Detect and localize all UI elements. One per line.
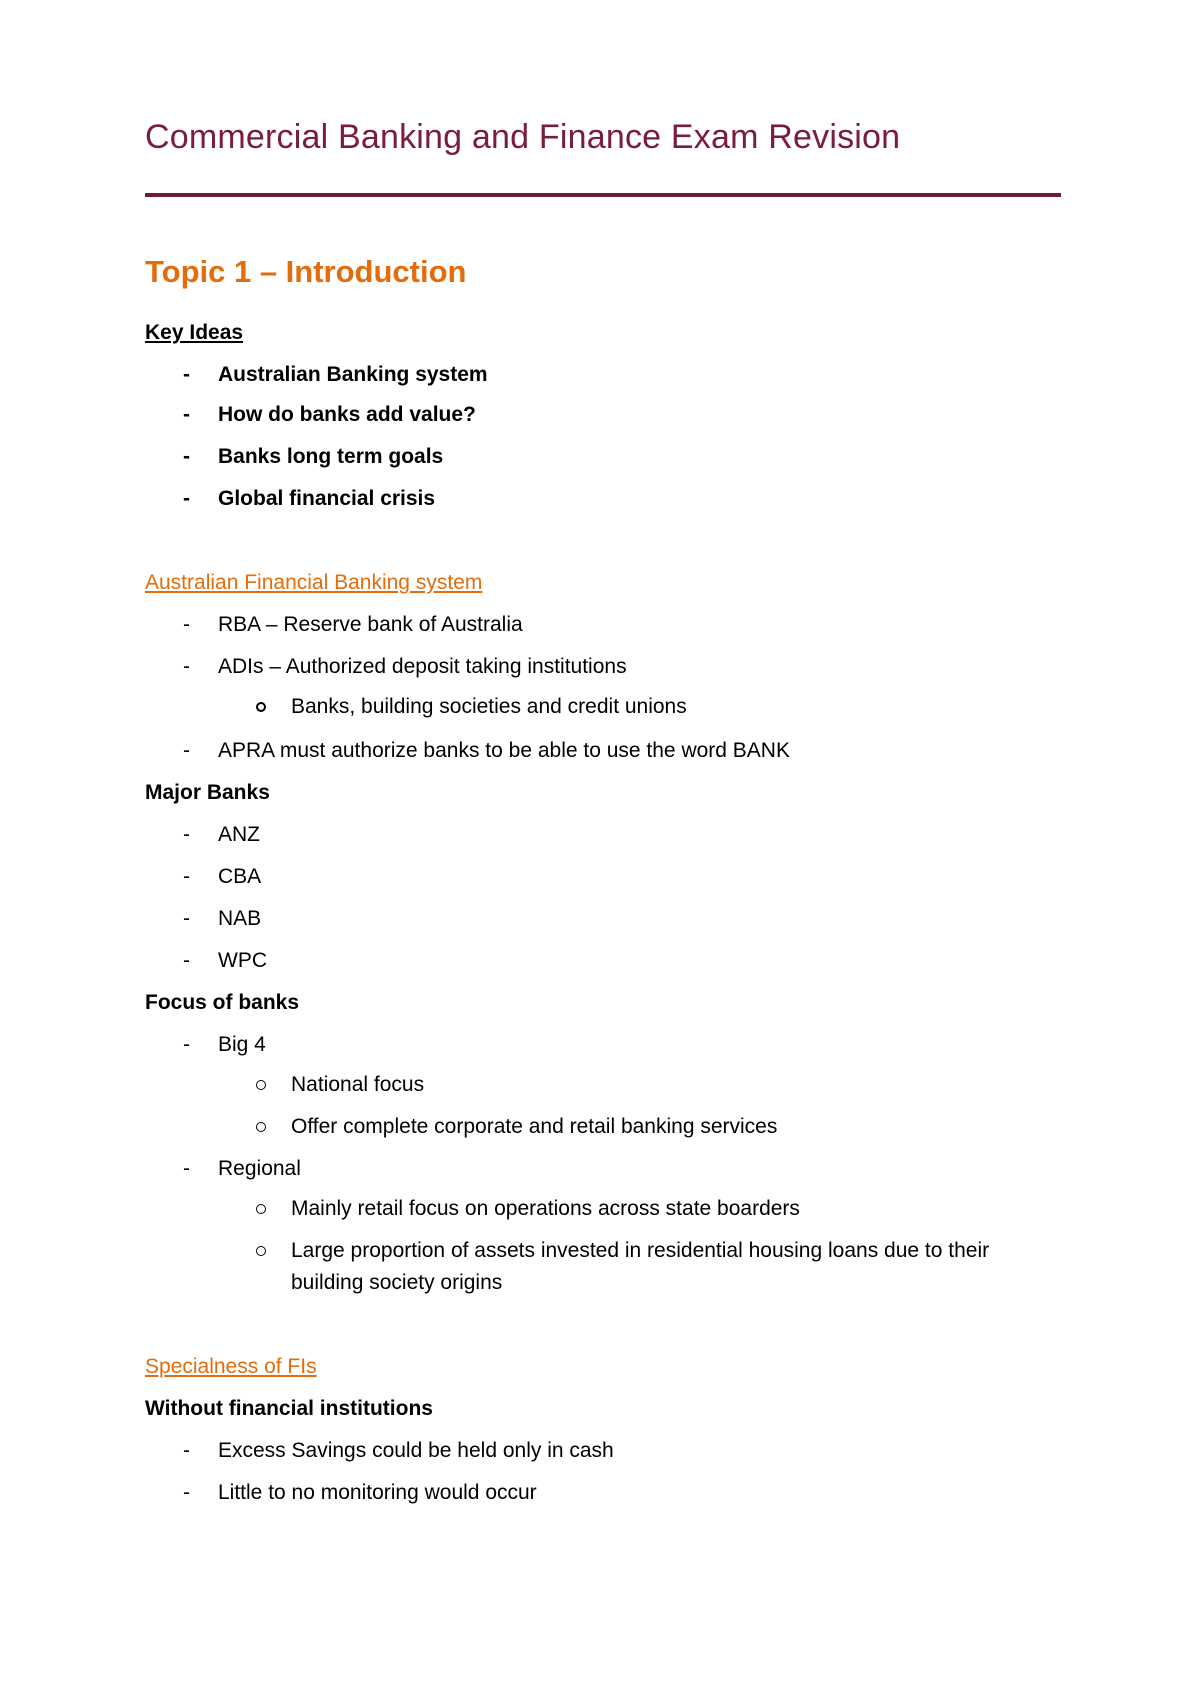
afbs-item: ADIs – Authorized deposit taking institutions <box>218 655 627 678</box>
major-bank-item: CBA <box>218 865 262 888</box>
bullet-dash: - <box>183 445 190 468</box>
bullet-dash: - <box>183 1481 190 1504</box>
bullet-dash: - <box>183 949 190 972</box>
big4-subitem: National focus <box>291 1073 425 1096</box>
bullet-dash: - <box>183 487 190 510</box>
major-bank-item: NAB <box>218 907 262 930</box>
bullet-dash: - <box>183 613 190 636</box>
big4-subitem: Offer complete corporate and retail banking services <box>291 1115 778 1138</box>
bullet-dash: - <box>183 739 190 762</box>
specialness-item: Little to no monitoring would occur <box>218 1481 537 1504</box>
key-idea-item: Banks long term goals <box>218 445 444 468</box>
regional-subitem: Mainly retail focus on operations across state boarders <box>291 1197 800 1220</box>
bullet-dash: - <box>183 363 190 386</box>
bullet-dash: - <box>183 865 190 888</box>
focus-item-regional: Regional <box>218 1157 301 1180</box>
afbs-item: APRA must authorize banks to be able to use the word BANK <box>218 739 790 762</box>
regional-subitem-continuation: building society origins <box>291 1271 503 1294</box>
sub-bullet-circle <box>256 702 266 712</box>
specialness-heading: Specialness of FIs <box>145 1355 317 1378</box>
bullet-dash: - <box>183 907 190 930</box>
document-title: Commercial Banking and Finance Exam Revision <box>145 118 901 156</box>
focus-item-big4: Big 4 <box>218 1033 266 1056</box>
key-idea-item: Global financial crisis <box>218 487 436 510</box>
bullet-dash: - <box>183 1157 190 1180</box>
afbs-subitem: Banks, building societies and credit unions <box>291 695 687 718</box>
afbs-item: RBA – Reserve bank of Australia <box>218 613 523 636</box>
key-ideas-heading: Key Ideas <box>145 321 244 344</box>
bullet-dash: - <box>183 1439 190 1462</box>
bullet-dash: - <box>183 1033 190 1056</box>
major-bank-item: ANZ <box>218 823 260 846</box>
key-idea-item: Australian Banking system <box>218 363 488 386</box>
bullet-dash: - <box>183 655 190 678</box>
specialness-item: Excess Savings could be held only in cash <box>218 1439 614 1462</box>
key-idea-item: How do banks add value? <box>218 403 476 426</box>
sub-bullet-circle <box>256 1204 266 1214</box>
bullet-dash: - <box>183 403 190 426</box>
specialness-subheading: Without financial institutions <box>145 1397 433 1420</box>
bullet-dash: - <box>183 823 190 846</box>
regional-subitem: Large proportion of assets invested in residential housing loans due to their <box>291 1239 990 1262</box>
afbs-heading: Australian Financial Banking system <box>145 571 483 594</box>
sub-bullet-circle <box>256 1246 266 1256</box>
focus-heading: Focus of banks <box>145 991 300 1014</box>
topic-heading: Topic 1 – Introduction <box>145 254 467 289</box>
sub-bullet-circle <box>256 1122 266 1132</box>
major-banks-heading: Major Banks <box>145 781 270 804</box>
sub-bullet-circle <box>256 1080 266 1090</box>
major-bank-item: WPC <box>218 949 267 972</box>
title-rule <box>145 193 1061 197</box>
